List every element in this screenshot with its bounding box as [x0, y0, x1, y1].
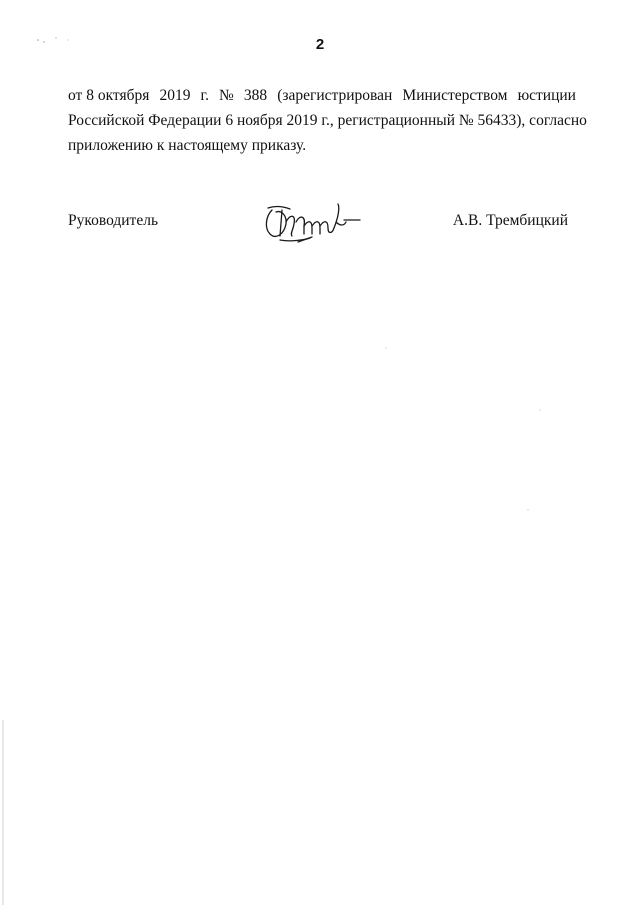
body-word: 388	[243, 87, 268, 104]
body-word: юстиции	[517, 87, 576, 104]
body-word: (зарегистрирован	[277, 87, 393, 104]
body-word: г.	[200, 87, 209, 104]
body-word: Министерством	[402, 87, 508, 104]
body-word: №	[219, 87, 234, 104]
signature-block	[68, 208, 576, 268]
body-line-1	[68, 83, 576, 108]
signatory-position: Руководитель	[68, 212, 159, 229]
handwritten-signature	[260, 200, 370, 248]
body-line-2: Российской Федерации 6 ноября 2019 г., регистрационный № 56433), согласно	[68, 112, 587, 129]
signatory-name: А.В. Трембицкий	[452, 212, 568, 229]
body-word: от 8 октября	[68, 87, 150, 104]
body-line-3: приложению к настоящему приказу.	[68, 137, 307, 154]
page-number: 2	[315, 36, 325, 53]
body-paragraph	[68, 83, 587, 158]
body-word: 2019	[159, 87, 191, 104]
